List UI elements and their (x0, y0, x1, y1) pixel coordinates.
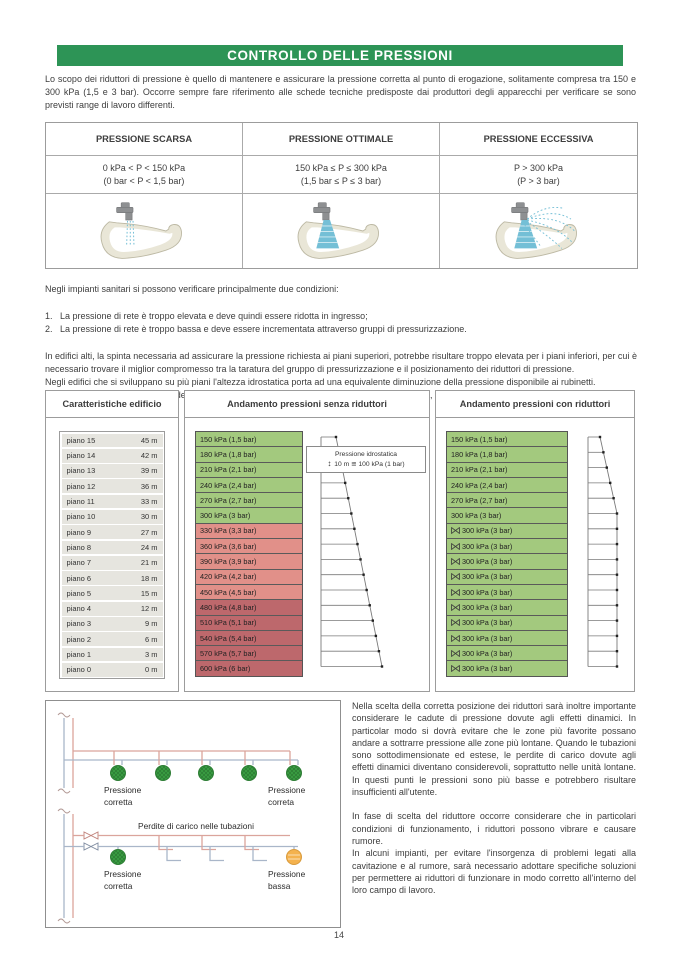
vertical-arrow-icon: ↕ (327, 459, 332, 468)
pressure-point (350, 512, 352, 514)
range-ottimale (243, 156, 440, 194)
floor-height: 15 m (140, 588, 158, 598)
reducer-valve-icon (451, 589, 460, 596)
floor-height: 3 m (144, 650, 158, 660)
pressure-comparison-table (45, 122, 638, 269)
pressure-label: 270 kPa (2,7 bar) (200, 495, 257, 505)
floor-name: piano 15 (66, 435, 96, 445)
label-bottom-right-1: Pressione (268, 869, 306, 879)
pressure-row (196, 585, 302, 600)
floor-height: 45 m (140, 435, 158, 445)
green-node-icon (156, 766, 171, 781)
green-node-icon (242, 766, 257, 781)
sink-weak-stream-icon (88, 199, 200, 263)
pressure-point (616, 589, 618, 591)
page-number: 14 (333, 930, 344, 940)
floor-name: piano 0 (66, 665, 92, 675)
legend-value: ↕ 10 m ≅ 100 kPa (1 bar) (327, 459, 405, 468)
condition-item-1 (45, 310, 637, 323)
floor-name: piano 14 (66, 451, 96, 461)
pressure-point (344, 482, 346, 484)
pressure-row (196, 447, 302, 462)
floor-row (62, 571, 163, 585)
pressure-label: 240 kPa (2,4 bar) (451, 480, 508, 490)
pressure-row (196, 478, 302, 493)
column-header-scarsa: PRESSIONE SCARSA (46, 123, 243, 156)
pressure-point (616, 635, 618, 637)
pressure-point (616, 574, 618, 576)
pressure-label: 300 kPa (3 bar) (462, 526, 513, 536)
pressure-point (381, 665, 383, 667)
box-title: Andamento pressioni con riduttori (436, 391, 634, 418)
range-scarsa (46, 156, 243, 194)
pressure-label: 300 kPa (3 bar) (462, 618, 513, 628)
pressure-row (447, 508, 567, 523)
floor-height: 33 m (140, 497, 158, 507)
floor-height: 39 m (140, 466, 158, 476)
pressure-label: 600 kPa (6 bar) (200, 664, 251, 674)
pressure-label: 360 kPa (3,6 bar) (200, 541, 257, 551)
faucet-icon (117, 203, 133, 220)
floor-row (62, 434, 163, 448)
floor-name: piano 1 (66, 650, 92, 660)
pressure-point (616, 558, 618, 560)
item-number: 2. (45, 324, 53, 334)
pressure-label: 540 kPa (5,4 bar) (200, 633, 257, 643)
pressure-row (447, 524, 567, 539)
floor-height: 42 m (140, 451, 158, 461)
pressure-point (616, 604, 618, 606)
pressure-row (447, 554, 567, 569)
floor-name: piano 2 (66, 634, 92, 644)
pressure-label: 300 kPa (3 bar) (462, 541, 513, 551)
pressure-row (196, 524, 302, 539)
pressure-label: 480 kPa (4,8 bar) (200, 602, 257, 612)
pressure-row (447, 478, 567, 493)
range-eccessiva (440, 156, 637, 194)
reducer-valve-icon (451, 543, 460, 550)
pressure-point (369, 604, 371, 606)
floor-name: piano 8 (66, 542, 92, 552)
floor-height: 6 m (144, 634, 158, 644)
floor-row (62, 617, 163, 631)
side-paragraph-3: In alcuni impianti, per evitare l'insorgenza di problemi legati alla cavitazione e al rumore, sarà necessario adottare specifiche soluzioni per permettere ai riduttori di funzionare in modo corretto all'interno del loro campo di lavoro. (352, 848, 636, 896)
pressure-point (616, 665, 618, 667)
pressure-row (447, 447, 567, 462)
pressure-label: 210 kPa (2,1 bar) (451, 465, 508, 475)
pressure-row (447, 463, 567, 478)
label-bottom-right-2: bassa (268, 881, 291, 891)
pressure-label: 300 kPa (3 bar) (462, 602, 513, 612)
pressure-row (447, 661, 567, 675)
pressure-point (616, 512, 618, 514)
reducer-valve-icon (84, 832, 98, 850)
pressure-label: 300 kPa (3 bar) (462, 572, 513, 582)
pressure-point (616, 543, 618, 545)
range-bar: (P > 3 bar) (517, 176, 560, 186)
pressure-label: 300 kPa (3 bar) (462, 587, 513, 597)
pressure-row (196, 508, 302, 523)
floor-name: piano 9 (66, 527, 92, 537)
pressure-row (196, 554, 302, 569)
floor-row (62, 449, 163, 463)
pressure-label: 150 kPa (1,5 bar) (451, 434, 508, 444)
floor-row (62, 602, 163, 616)
pipe-break-icon (58, 919, 70, 923)
item-text: La pressione di rete è troppo elevata e deve quindi essere ridotta in ingresso; (60, 311, 368, 321)
item-number: 1. (45, 311, 53, 321)
pipe-loss-title: Perdite di carico nelle tubazioni (138, 821, 254, 831)
floor-row (62, 663, 163, 677)
pressure-label: 390 kPa (3,9 bar) (200, 557, 257, 567)
sink-splashing-stream-icon (483, 199, 595, 263)
pressure-point (599, 436, 601, 438)
pressure-row (196, 539, 302, 554)
intro-paragraph: Lo scopo dei riduttori di pressione è quello di mantenere e assicurare la pressione corretta al punto di erogazione, solitamente compresa tra 150 e 300 kPa (1,5 e 3 bar). Occorre sempre fare riferimento alle schede tecniche predisposte dai produttori degli apparecchi per verificare se sono previsti range di lavoro differenti. (45, 74, 636, 110)
building-floor-table (59, 431, 165, 679)
reducer-valve-icon (451, 558, 460, 565)
floor-height: 12 m (140, 604, 158, 614)
floor-height: 36 m (140, 481, 158, 491)
legend-title: Pressione idrostatica (334, 451, 398, 458)
floor-row (62, 495, 163, 509)
pressure-point (347, 497, 349, 499)
range-kpa: 0 kPa < P < 150 kPa (102, 163, 186, 173)
pressure-label: 150 kPa (1,5 bar) (200, 434, 257, 444)
floor-name: piano 13 (66, 466, 96, 476)
hydrostatic-legend (306, 446, 426, 473)
pressure-row (196, 616, 302, 631)
floor-name: piano 5 (66, 588, 92, 598)
pressure-point (335, 436, 337, 438)
reducer-valve-icon (451, 635, 460, 642)
floor-row (62, 556, 163, 570)
floor-name: piano 4 (66, 604, 92, 614)
pipe-break-icon (58, 789, 70, 793)
range-kpa: 150 kPa ≤ P ≤ 300 kPa (295, 163, 387, 173)
pressure-label: 300 kPa (3 bar) (451, 511, 502, 521)
pressure-label: 180 kPa (1,8 bar) (200, 449, 257, 459)
label-top-left-2: corretta (104, 797, 133, 807)
floor-name: piano 7 (66, 558, 92, 568)
pressure-point (612, 497, 614, 499)
pressure-row (196, 600, 302, 615)
pressure-diagrams-section (45, 390, 635, 692)
pressure-label: 240 kPa (2,4 bar) (200, 480, 257, 490)
floor-height: 27 m (140, 527, 158, 537)
pressure-point (356, 543, 358, 545)
pressure-point (365, 589, 367, 591)
pressure-point (353, 528, 355, 530)
reduced-pressure-wedge (584, 431, 628, 681)
side-paragraph-2: In fase di scelta del riduttore occorre considerare che in particolari condizioni di funzionamento, i riduttori possono vibrare e causare rumore. (352, 811, 636, 846)
label-top-right-1: Pressione (268, 785, 306, 795)
pressure-label: 300 kPa (3 bar) (462, 648, 513, 658)
pressure-row (196, 493, 302, 508)
pressure-point (609, 482, 611, 484)
floor-height: 18 m (140, 573, 158, 583)
piping-schematic-box (45, 700, 341, 928)
pressure-row (447, 585, 567, 600)
pressure-table-with-reducers (446, 431, 568, 677)
green-node-icon (111, 850, 126, 865)
reducer-valve-icon (451, 650, 460, 657)
pipe-break-icon (58, 809, 70, 813)
sink-illustration-optimal (243, 194, 440, 268)
floor-row (62, 541, 163, 555)
reducer-valve-icon (451, 573, 460, 580)
floor-height: 21 m (140, 558, 158, 568)
sink-optimal-stream-icon (285, 199, 397, 263)
pressure-label: 510 kPa (5,1 bar) (200, 618, 257, 628)
floor-row (62, 632, 163, 646)
pressure-label: 330 kPa (3,3 bar) (200, 526, 257, 536)
label-top-left-1: Pressione (104, 785, 142, 795)
green-node-icon (287, 766, 302, 781)
pressure-label: 570 kPa (5,7 bar) (200, 648, 257, 658)
orange-node-icon (287, 850, 302, 865)
side-text-column (352, 700, 636, 896)
floor-height: 0 m (144, 665, 158, 675)
floor-name: piano 11 (66, 497, 95, 507)
green-node-icon (111, 766, 126, 781)
without-reducers-box (184, 390, 430, 692)
pressure-row (447, 570, 567, 585)
floor-row (62, 586, 163, 600)
pressure-point (359, 558, 361, 560)
pressure-row (447, 493, 567, 508)
condition-item-2 (45, 323, 637, 336)
pressure-row (447, 539, 567, 554)
with-reducers-box (435, 390, 635, 692)
pressure-label: 210 kPa (2,1 bar) (200, 465, 257, 475)
column-header-eccessiva: PRESSIONE ECCESSIVA (440, 123, 637, 156)
floor-row (62, 648, 163, 662)
pressure-row (196, 646, 302, 661)
green-node-icon (199, 766, 214, 781)
floor-name: piano 12 (66, 481, 96, 491)
box-title: Andamento pressioni senza riduttori (185, 391, 429, 418)
pressure-label: 180 kPa (1,8 bar) (451, 449, 508, 459)
pressure-label: 300 kPa (3 bar) (462, 557, 513, 567)
box-title: Caratteristiche edificio (46, 391, 178, 418)
building-characteristics-box (45, 390, 179, 692)
pressure-row (447, 646, 567, 661)
branch-takeoffs (159, 836, 267, 861)
floor-height: 24 m (140, 542, 158, 552)
pressure-row (196, 570, 302, 585)
pipe-break-icon (58, 713, 70, 717)
pressure-row (196, 463, 302, 478)
range-bar: (0 bar < P < 1,5 bar) (103, 176, 185, 186)
pressure-point (378, 650, 380, 652)
pressure-point (616, 619, 618, 621)
label-bottom-left-1: Pressione (104, 869, 142, 879)
page-title: CONTROLLO DELLE PRESSIONI (57, 45, 623, 66)
floor-name: piano 3 (66, 619, 92, 629)
pressure-row (196, 661, 302, 675)
faucet-icon (314, 203, 330, 220)
floor-row (62, 479, 163, 493)
faucet-icon (511, 203, 527, 220)
hydrostatic-paragraph-1: In edifici alti, la spinta necessaria ad assicurare la pressione richiesta ai piani superiori, potrebbe risultare troppo elevata per i piani inferiori, per cui è necessario trovare il miglior compromesso tra la taratura del gruppo di pressurizzazione e il posizionamento dei riduttori di pressione. (45, 351, 637, 374)
floor-height: 9 m (144, 619, 158, 629)
pressure-row (196, 432, 302, 447)
pressure-label: 420 kPa (4,2 bar) (200, 572, 257, 582)
floor-name: piano 6 (66, 573, 92, 583)
pressure-point (606, 466, 608, 468)
reducer-valve-icon (451, 604, 460, 611)
pressure-point (375, 635, 377, 637)
pressure-row (196, 631, 302, 646)
pressure-label: 300 kPa (3 bar) (200, 511, 251, 521)
floor-row (62, 464, 163, 478)
floor-height: 30 m (140, 512, 158, 522)
pressure-row (447, 432, 567, 447)
reducer-valve-icon (451, 527, 460, 534)
hydrostatic-paragraph-2: Negli edifici che si sviluppano su più piani l'altezza idrostatica porta ad una equivalente diminuzione della pressione disponibile ai rubinetti. (45, 377, 596, 387)
pressure-label: 300 kPa (3 bar) (462, 633, 513, 643)
label-bottom-left-2: corretta (104, 881, 133, 891)
side-paragraph-1: Nella scelta della corretta posizione dei riduttori sarà inoltre importante considerare le cadute di pressione dovute agli effetti dinamici. In particolar modo si dovrà evitare che le zone più favorite possano andare a sottrarre pressione alle zone più lontane. Quando le tubazioni sono sottodimensionate ed estese, le perdite di carico dovute agli effetti dinamici diventano considerevoli, soprattutto nelle unità lontane. In questi punti le pressioni sono più basse e potrebbero risultare insufficienti all'utente. (352, 701, 636, 798)
floor-row (62, 510, 163, 524)
range-kpa: P > 300 kPa (513, 163, 564, 173)
floor-row (62, 525, 163, 539)
pressure-row (447, 600, 567, 615)
reducer-valve-icon (451, 665, 460, 672)
range-bar: (1,5 bar ≤ P ≤ 3 bar) (300, 176, 382, 186)
conditions-intro: Negli impianti sanitari si possono verificare principalmente due condizioni: (45, 284, 339, 294)
sink-illustration-weak (46, 194, 243, 268)
pressure-point (616, 650, 618, 652)
column-header-ottimale: PRESSIONE OTTIMALE (243, 123, 440, 156)
pressure-point (372, 619, 374, 621)
pressure-point (362, 574, 364, 576)
utility-nodes-correct-pressure (111, 751, 302, 781)
pressure-row (447, 616, 567, 631)
reducer-valve-icon (451, 619, 460, 626)
sink-illustration-excessive (440, 194, 637, 268)
floor-name: piano 10 (66, 512, 96, 522)
pressure-label: 270 kPa (2,7 bar) (451, 495, 508, 505)
pressure-point (616, 528, 618, 530)
pressure-label: 300 kPa (3 bar) (462, 664, 513, 674)
piping-schematic (46, 701, 340, 927)
pressure-row (447, 631, 567, 646)
item-text: La pressione di rete è troppo bassa e deve essere incrementata attraverso gruppi di pressurizzazione. (60, 324, 467, 334)
pressure-table-without-reducers (195, 431, 303, 677)
pressure-point (602, 451, 604, 453)
pressure-label: 450 kPa (4,5 bar) (200, 587, 257, 597)
label-top-right-2: correta (268, 797, 295, 807)
